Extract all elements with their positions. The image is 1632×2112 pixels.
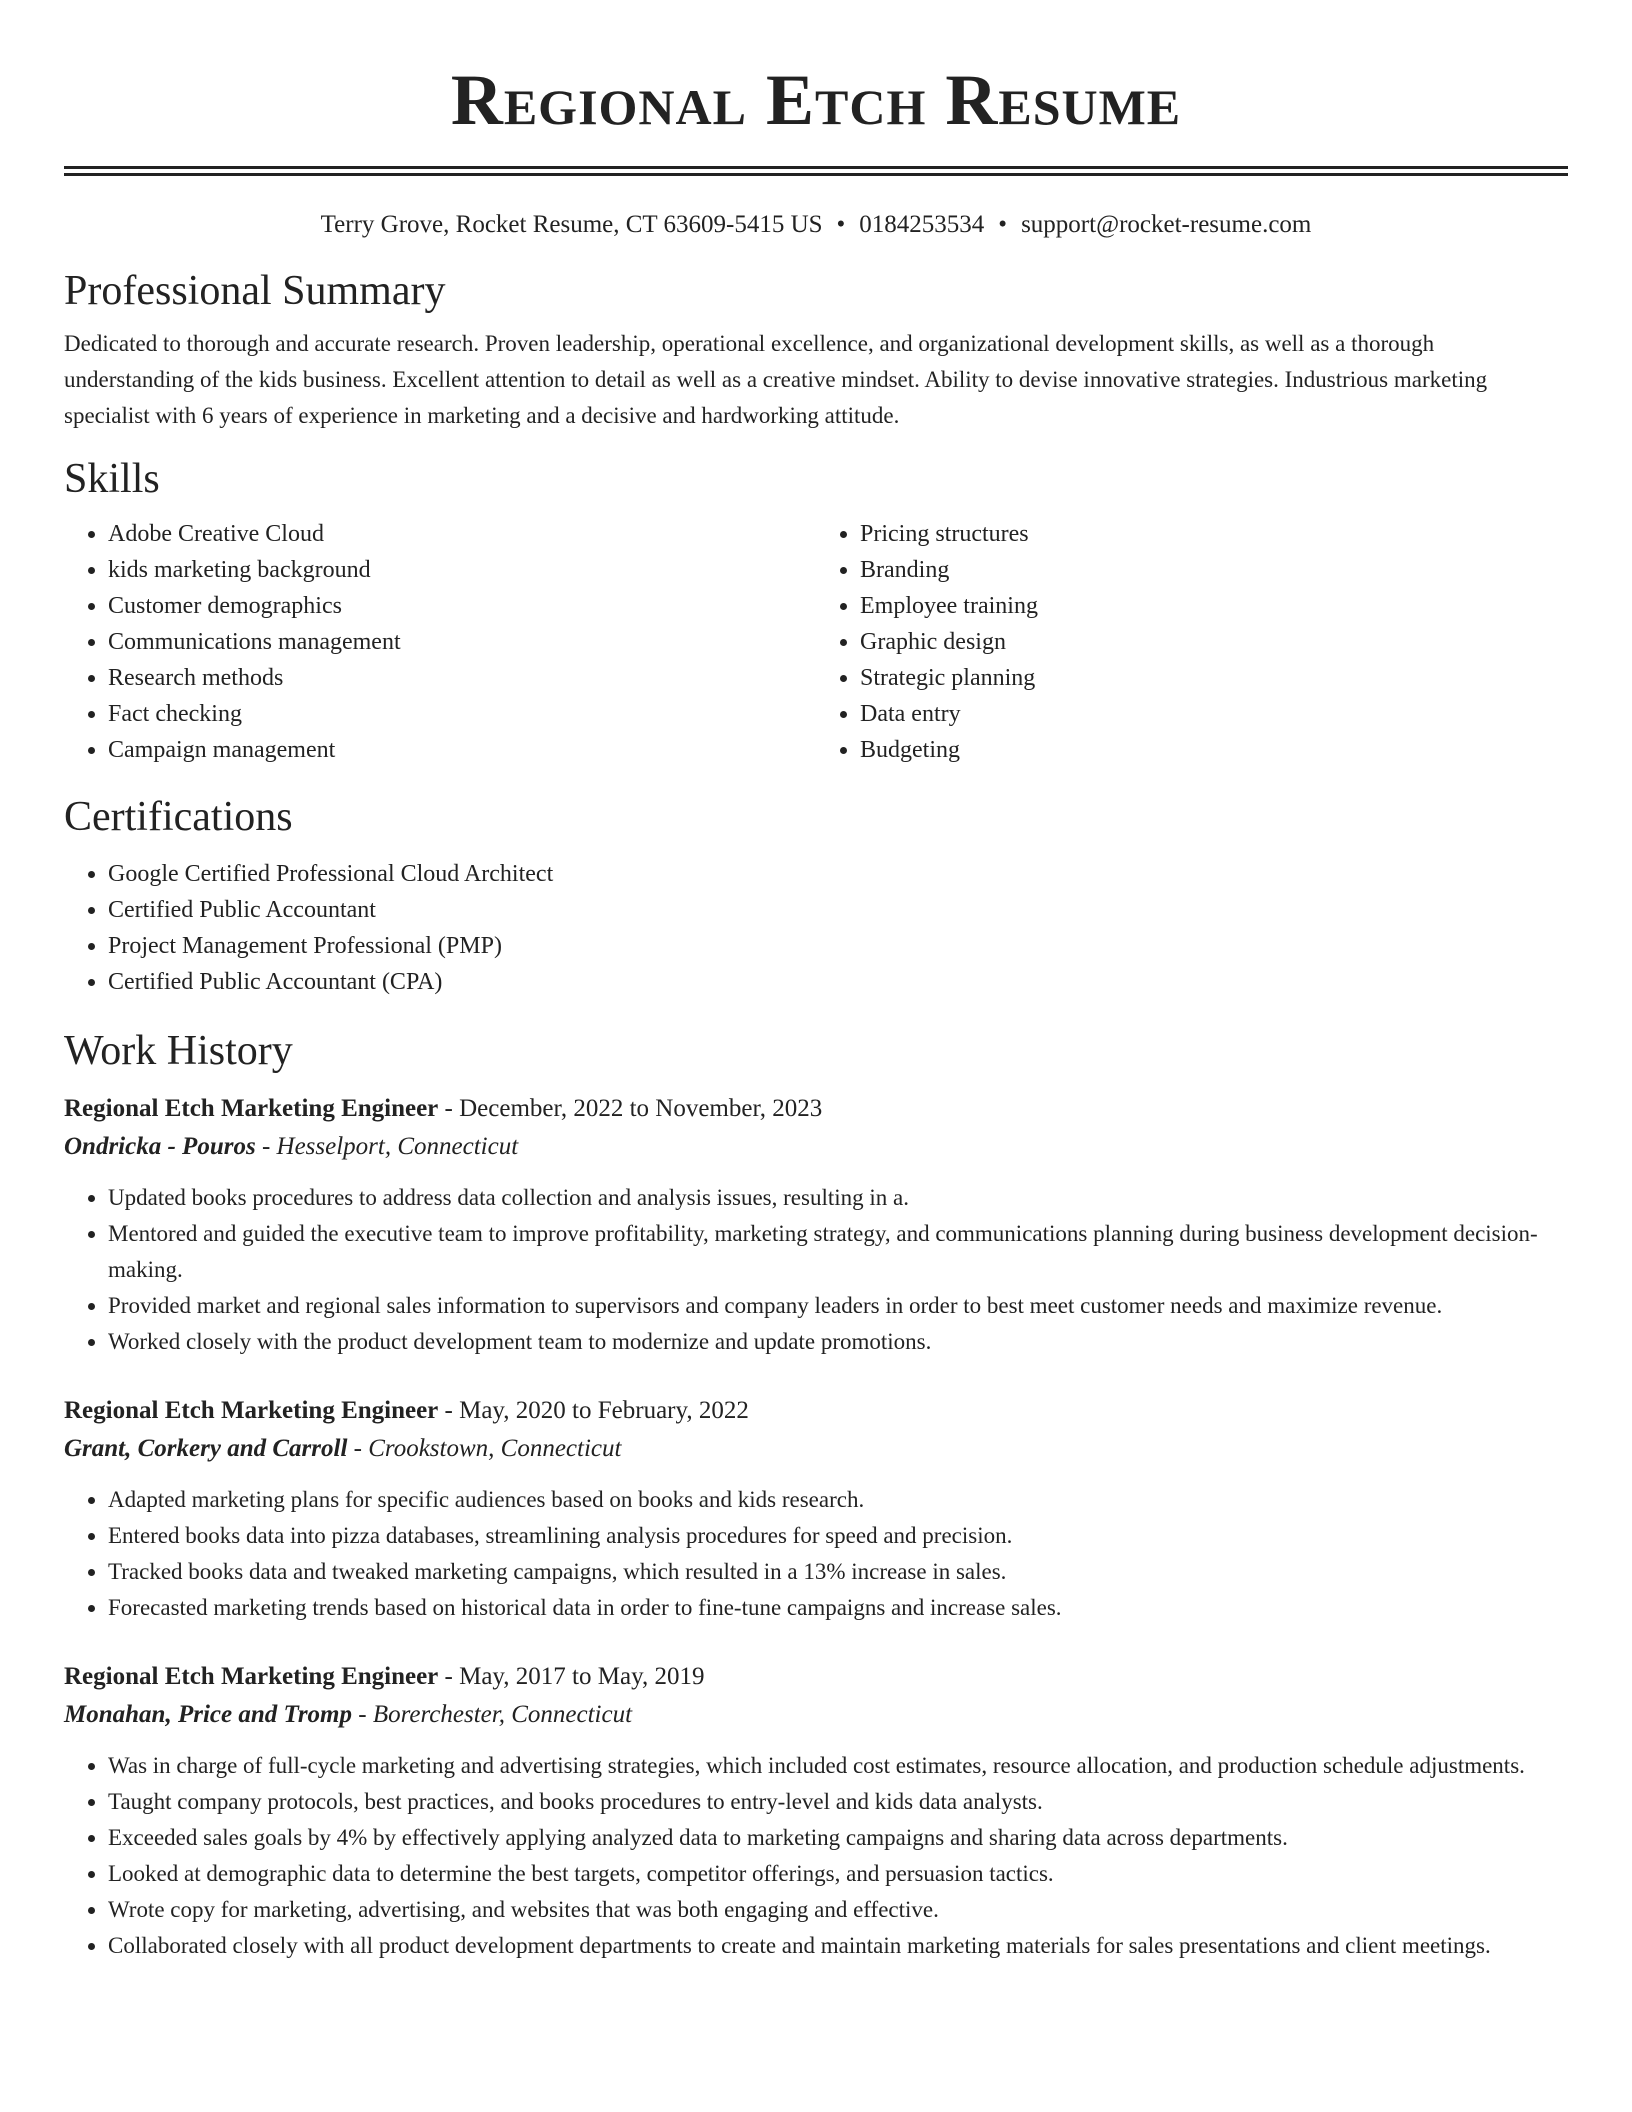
job-bullet: • Adapted marketing plans for specific audiences based on books and kids research. <box>108 1482 1568 1518</box>
skill-item: • Graphic design <box>860 624 1568 660</box>
job-entry <box>64 1090 1568 1360</box>
resume-title: Regional Etch Resume <box>450 60 1182 140</box>
certification-item: • Google Certified Professional Cloud Architect <box>108 856 1568 892</box>
job-bullet: • Looked at demographic data to determine the best targets, competitor offerings, and persuasion tactics. <box>108 1856 1568 1892</box>
skill-item: • Strategic planning <box>860 660 1568 696</box>
job-title-line <box>64 1392 1568 1430</box>
skill-item: • Budgeting <box>860 732 1568 768</box>
skills-list-left <box>64 516 816 768</box>
job-company: Monahan, Price and Tromp <box>64 1701 353 1728</box>
title-double-rule <box>64 166 1568 176</box>
job-bullet: • Collaborated closely with all product development departments to create and maintain marketing materials for sales presentations and client meetings. <box>108 1928 1568 1964</box>
skill-item: • Adobe Creative Cloud <box>108 516 816 552</box>
job-location: - Hesselport, Connecticut <box>255 1133 519 1160</box>
contact-address: Terry Grove, Rocket Resume, CT 63609-5415 US <box>320 211 823 238</box>
job-bullet: • Provided market and regional sales information to supervisors and company leaders in order to best meet customer needs and maximize revenue. <box>108 1288 1568 1324</box>
job-role: Regional Etch Marketing Engineer <box>64 1663 439 1690</box>
job-dates: - May, 2017 to May, 2019 <box>438 1663 705 1690</box>
job-bullet: • Wrote copy for marketing, advertising, and websites that was both engaging and effective. <box>108 1892 1568 1928</box>
skill-item: • Communications management <box>108 624 816 660</box>
section-heading-summary: Professional Summary <box>64 268 446 314</box>
contact-separator: • <box>998 211 1008 238</box>
work-history-section <box>64 1026 1568 1964</box>
job-role: Regional Etch Marketing Engineer <box>64 1095 439 1122</box>
job-entry <box>64 1658 1568 1964</box>
skill-item: • Fact checking <box>108 696 816 732</box>
skill-item: • kids marketing background <box>108 552 816 588</box>
job-bullet: • Exceeded sales goals by 4% by effectively applying analyzed data to marketing campaigns and sharing data across departments. <box>108 1820 1568 1856</box>
job-bullet: • Tracked books data and tweaked marketing campaigns, which resulted in a 13% increase in sales. <box>108 1554 1568 1590</box>
section-heading-skills: Skills <box>64 456 160 502</box>
job-role: Regional Etch Marketing Engineer <box>64 1397 439 1424</box>
section-heading-work-history: Work History <box>64 1028 293 1074</box>
skills-section <box>64 454 1568 768</box>
job-location: - Crookstown, Connecticut <box>347 1435 622 1462</box>
contact-email: support@rocket-resume.com <box>1021 211 1312 238</box>
skill-item: • Campaign management <box>108 732 816 768</box>
contact-separator: • <box>836 211 846 238</box>
certifications-list <box>64 856 1568 1000</box>
job-bullet: • Updated books procedures to address data collection and analysis issues, resulting in a. <box>108 1180 1568 1216</box>
job-bullets <box>64 1482 1568 1626</box>
job-bullets <box>64 1180 1568 1360</box>
skills-columns <box>64 516 1568 768</box>
contact-line <box>64 210 1568 240</box>
job-company-line <box>64 1430 1568 1468</box>
section-heading-certifications: Certifications <box>64 794 293 840</box>
job-entry <box>64 1392 1568 1626</box>
job-location: - Borerchester, Connecticut <box>352 1701 633 1728</box>
skill-item: • Employee training <box>860 588 1568 624</box>
certifications-section <box>64 792 1568 1000</box>
professional-summary-section <box>64 266 1568 434</box>
job-title-line <box>64 1658 1568 1696</box>
skill-item: • Pricing structures <box>860 516 1568 552</box>
job-bullet: • Was in charge of full-cycle marketing and advertising strategies, which included cost estimates, resource allocation, and production schedule adjustments. <box>108 1748 1568 1784</box>
skill-item: • Data entry <box>860 696 1568 732</box>
job-bullets <box>64 1748 1568 1964</box>
job-company-line <box>64 1696 1568 1734</box>
job-bullet: • Taught company protocols, best practices, and books procedures to entry-level and kids data analysts. <box>108 1784 1568 1820</box>
job-company: Ondricka - Pouros <box>64 1133 256 1160</box>
skill-item: • Customer demographics <box>108 588 816 624</box>
job-company-line <box>64 1128 1568 1166</box>
summary-text: Dedicated to thorough and accurate research. Proven leadership, operational excellence, and organizational development skills, as well as a thorough understanding of the kids business. Excellent attention to detail as well as a creative mindset. Ability to devise innovative strategies. Industrious marketing specialist with 6 years of experience in marketing and a decisive and hardworking attitude. <box>64 331 1488 428</box>
job-title-line <box>64 1090 1568 1128</box>
job-bullet: • Entered books data into pizza databases, streamlining analysis procedures for speed and precision. <box>108 1518 1568 1554</box>
job-dates: - December, 2022 to November, 2023 <box>438 1095 823 1122</box>
certification-item: • Certified Public Accountant <box>108 892 1568 928</box>
skill-item: • Branding <box>860 552 1568 588</box>
skill-item: • Research methods <box>108 660 816 696</box>
skills-list-right <box>816 516 1568 768</box>
job-bullet: • Worked closely with the product development team to modernize and update promotions. <box>108 1324 1568 1360</box>
contact-phone: 0184253534 <box>859 211 985 238</box>
job-bullet: • Forecasted marketing trends based on historical data in order to fine-tune campaigns and increase sales. <box>108 1590 1568 1626</box>
resume-page <box>64 0 1568 1964</box>
job-dates: - May, 2020 to February, 2022 <box>438 1397 749 1424</box>
job-bullet: • Mentored and guided the executive team to improve profitability, marketing strategy, and communications planning during business development decision-making. <box>108 1216 1568 1288</box>
certification-item: • Certified Public Accountant (CPA) <box>108 964 1568 1000</box>
job-company: Grant, Corkery and Carroll <box>64 1435 348 1462</box>
certification-item: • Project Management Professional (PMP) <box>108 928 1568 964</box>
